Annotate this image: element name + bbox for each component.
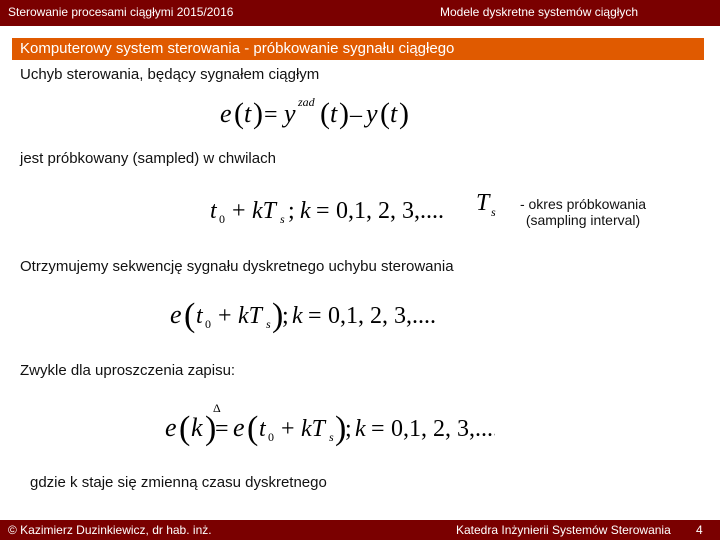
svg-text:): ) bbox=[339, 97, 349, 130]
svg-text:s: s bbox=[266, 317, 271, 331]
formula-error-definition-graphic bbox=[220, 92, 420, 134]
svg-text:s: s bbox=[491, 205, 496, 219]
svg-text:0,1, 2, 3,....: 0,1, 2, 3,.... bbox=[328, 303, 436, 329]
svg-text:): ) bbox=[205, 410, 217, 447]
svg-text:k: k bbox=[300, 198, 311, 224]
svg-text:k: k bbox=[355, 416, 366, 442]
header-course-title: Sterowanie procesami ciągłymi 2015/2016 bbox=[8, 5, 234, 19]
svg-text:=: = bbox=[215, 416, 229, 442]
svg-text:Δ: Δ bbox=[213, 401, 221, 415]
sampling-note-line-2: (sampling interval) bbox=[525, 212, 641, 228]
svg-text:kT: kT bbox=[301, 416, 325, 442]
svg-text:t: t bbox=[330, 99, 338, 128]
footer-department: Katedra Inżynierii Systemów Sterowania bbox=[456, 523, 671, 537]
svg-text:=: = bbox=[308, 303, 322, 329]
svg-text:): ) bbox=[335, 410, 347, 447]
svg-text:–: – bbox=[350, 102, 362, 128]
svg-text:=: = bbox=[264, 102, 278, 128]
header-bar bbox=[0, 0, 720, 26]
svg-text:s: s bbox=[280, 212, 285, 226]
svg-text:): ) bbox=[399, 97, 409, 130]
formula-discrete-sequence-graphic bbox=[170, 292, 440, 338]
text-line-3: Otrzymujemy sekwencję sygnału dyskretnego uchybu sterowania bbox=[20, 258, 454, 275]
page-number: 4 bbox=[696, 523, 703, 537]
svg-text:e: e bbox=[170, 300, 182, 329]
svg-text:(: ( bbox=[247, 410, 259, 447]
svg-text:): ) bbox=[253, 97, 263, 130]
sampling-note-line-1: - okres próbkowania bbox=[519, 196, 647, 212]
svg-text:(: ( bbox=[320, 97, 330, 130]
svg-text:kT: kT bbox=[252, 198, 276, 224]
svg-text:0,1, 2, 3,....: 0,1, 2, 3,.... bbox=[391, 416, 495, 442]
svg-text:+: + bbox=[232, 198, 246, 224]
svg-text:+: + bbox=[218, 303, 232, 329]
svg-text:y: y bbox=[284, 99, 296, 128]
svg-text:k: k bbox=[191, 413, 203, 442]
svg-text:=: = bbox=[316, 198, 330, 224]
formula-sampling-instants-graphic bbox=[210, 190, 450, 230]
footer-author: © Kazimierz Duzinkiewicz, dr hab. inż. bbox=[8, 523, 212, 537]
svg-text:;: ; bbox=[345, 416, 352, 442]
svg-text:0: 0 bbox=[268, 430, 274, 444]
svg-text:(: ( bbox=[179, 410, 191, 447]
svg-text:+: + bbox=[281, 416, 295, 442]
svg-text:y: y bbox=[366, 99, 378, 128]
svg-text:t: t bbox=[259, 416, 266, 442]
sampling-interval-note bbox=[508, 196, 658, 228]
svg-text:;: ; bbox=[282, 303, 289, 329]
header-topic-title: Modele dyskretne systemów ciągłych bbox=[440, 5, 639, 19]
slide-title: Komputerowy system sterowania - próbkowanie sygnału ciągłego bbox=[20, 40, 455, 57]
svg-text:): ) bbox=[272, 297, 284, 334]
svg-text:k: k bbox=[292, 303, 303, 329]
svg-text:t: t bbox=[196, 303, 203, 329]
text-line-4: Zwykle dla uproszczenia zapisu: bbox=[20, 362, 236, 379]
footer-bar bbox=[0, 520, 720, 540]
svg-text:e: e bbox=[233, 413, 245, 442]
svg-text:0: 0 bbox=[219, 212, 225, 226]
svg-text:T: T bbox=[476, 190, 490, 216]
svg-text:(: ( bbox=[184, 297, 196, 334]
text-line-2: jest próbkowany (sampled) w chwilach bbox=[20, 150, 276, 167]
svg-text:0,1, 2, 3,....: 0,1, 2, 3,.... bbox=[336, 198, 444, 224]
text-line-1: Uchyb sterowania, będący sygnałem ciągłym bbox=[20, 66, 320, 83]
svg-text:e: e bbox=[220, 99, 232, 128]
svg-text:s: s bbox=[329, 430, 334, 444]
svg-text:e: e bbox=[165, 413, 177, 442]
svg-text:t: t bbox=[210, 198, 217, 224]
svg-text:(: ( bbox=[380, 97, 390, 130]
formula-simplified-notation-graphic bbox=[165, 398, 495, 448]
text-line-5: gdzie k staje się zmienną czasu dyskretnego bbox=[30, 474, 327, 491]
svg-text:;: ; bbox=[288, 198, 295, 224]
slide-title-bar bbox=[12, 38, 704, 60]
svg-text:t: t bbox=[390, 99, 398, 128]
svg-text:kT: kT bbox=[238, 303, 262, 329]
svg-text:t: t bbox=[244, 99, 252, 128]
svg-text:=: = bbox=[371, 416, 385, 442]
formula-ts-symbol bbox=[476, 186, 506, 227]
formula-error-definition bbox=[220, 92, 420, 139]
formula-sampling-instants bbox=[210, 190, 450, 235]
svg-text:0: 0 bbox=[205, 317, 211, 331]
formula-ts-symbol-graphic bbox=[476, 186, 506, 222]
svg-text:zad: zad bbox=[298, 95, 315, 109]
svg-text:(: ( bbox=[234, 97, 244, 130]
formula-simplified-notation bbox=[165, 398, 495, 453]
formula-discrete-sequence bbox=[170, 292, 440, 343]
